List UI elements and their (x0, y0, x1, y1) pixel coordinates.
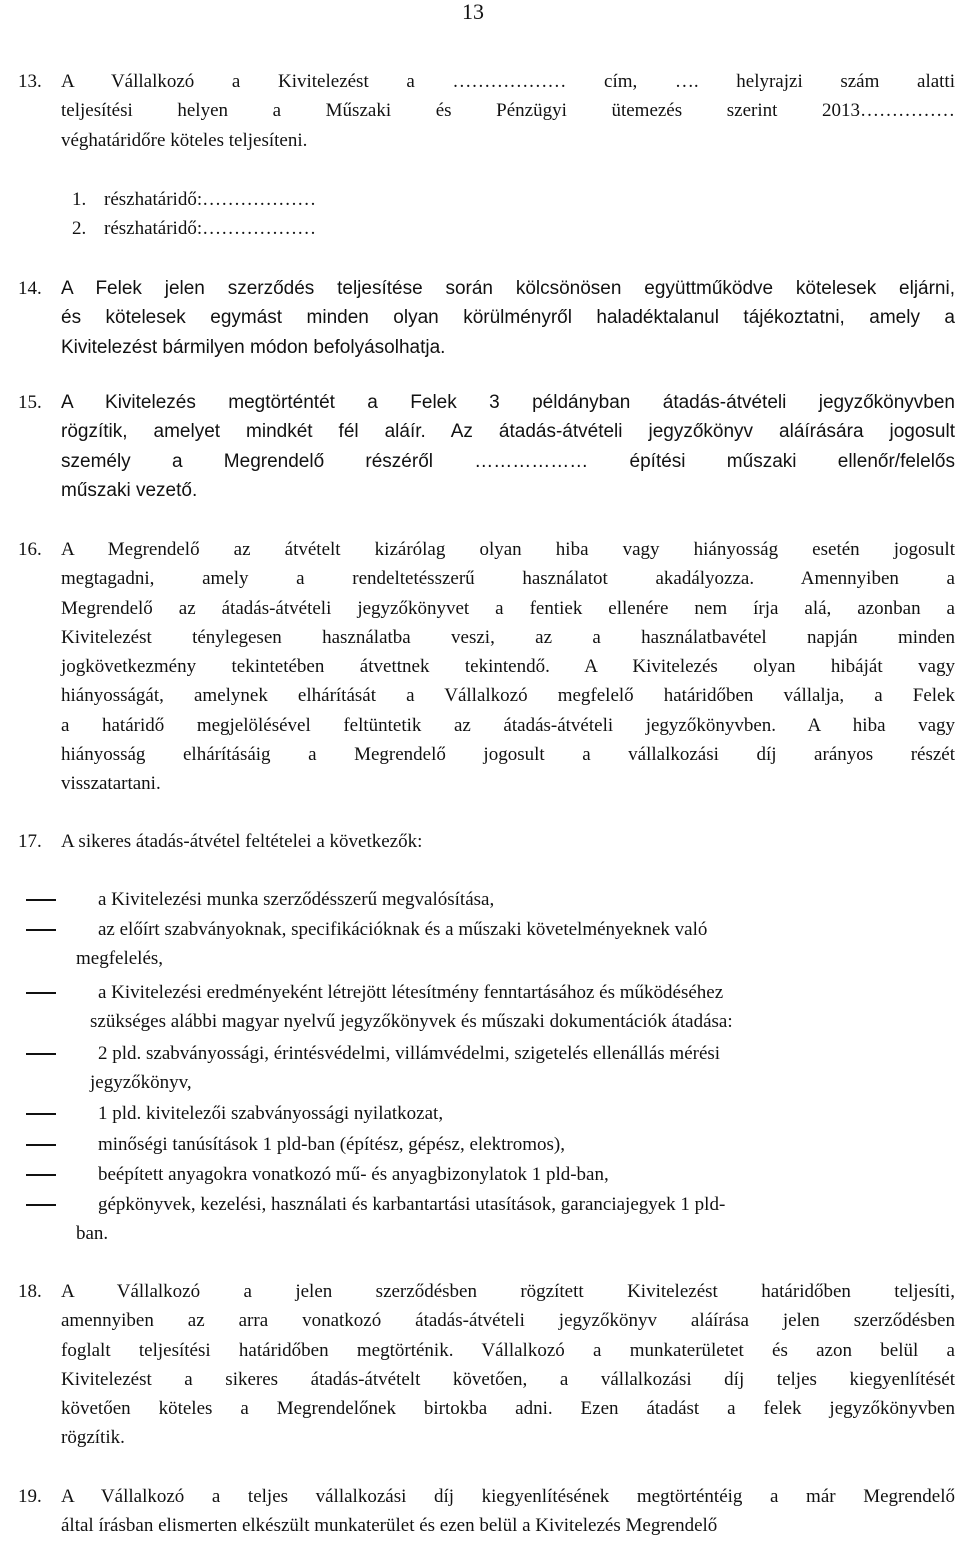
list-item (18, 1039, 955, 1098)
section-number: 19. (18, 1486, 42, 1507)
text-line: A sikeres átadás-átvétel feltételei a következők: (61, 831, 423, 852)
sub-deadline (72, 185, 316, 214)
list-item (18, 885, 955, 914)
dash-bullet-icon (26, 1174, 56, 1176)
section-19 (18, 1482, 955, 1541)
sub-deadline-text: részhatáridő:……………… (104, 218, 317, 239)
section-number: 13. (18, 71, 42, 92)
dash-bullet-icon (26, 1144, 56, 1146)
text-line: Megrendelő az átadás-átvételi jegyzőkönyvet a fentiek ellenére nem írja alá, azonban a (61, 597, 955, 619)
section-14 (18, 274, 955, 362)
section-text (61, 1277, 955, 1453)
text-line: követően köteles a Megrendelőnek birtokba adni. Ezen átadást a felek jegyzőkönyvben (61, 1398, 955, 1420)
section-text (61, 274, 955, 362)
sub-deadline (72, 214, 316, 243)
section-text (61, 67, 955, 155)
list-item-text: az előírt szabványoknak, specifikációknak és a műszaki követelményeknek való (98, 919, 708, 940)
list-item-text: szükséges alábbi magyar nyelvű jegyzőkönyvek és műszaki dokumentációk átadása: (90, 1011, 733, 1033)
list-item-text: 1 pld. kivitelezői szabványossági nyilatkozat, (98, 1103, 444, 1124)
section-number: 14. (18, 278, 42, 299)
dash-bullet-icon (26, 1053, 56, 1055)
list-item (18, 1160, 955, 1189)
text-line: Kivitelezést a sikeres átadás-átvételt követően, a vállalkozási díj teljes kiegyenlítését (61, 1368, 955, 1390)
section-number: 16. (18, 539, 42, 560)
section-text (61, 827, 955, 856)
list-item-text: megfelelés, (76, 948, 164, 970)
text-line: Kivitelezést ténylegesen használatba veszi, az a használatbavétel napján minden (61, 626, 955, 648)
dash-bullet-icon (26, 929, 56, 931)
text-line: a határidő megjelölésével feltüntetik az átadás-átvételi jegyzőkönyvben. A hiba vagy (61, 714, 955, 736)
list-item-text: minőségi tanúsítások 1 pld-ban (építész, gépész, elektromos), (98, 1134, 565, 1155)
text-line: A Felek jelen szerződés teljesítése során kölcsönösen együttműködve kötelesek eljárni, (61, 278, 955, 299)
text-line: A Vállalkozó a teljes vállalkozási díj kiegyenlítésének megtörténtéig a már Megrendelő (61, 1486, 955, 1507)
list-item (18, 1099, 955, 1128)
text-line: személy a Megrendelő részéről ……………… építési műszaki ellenőr/felelős (61, 450, 955, 472)
text-line: rögzítik, amelyet mindkét fél aláír. Az átadás-átvételi jegyzőkönyv aláírására jogosult (61, 421, 955, 443)
text-line: A Vállalkozó a jelen szerződésben rögzített Kivitelezést határidőben teljesíti, (61, 1281, 955, 1302)
text-line: amennyiben az arra vonatkozó átadás-átvételi jegyzőkönyv aláírása jelen szerződésben (61, 1310, 955, 1332)
section-number: 18. (18, 1281, 42, 1302)
section-13 (18, 67, 955, 155)
text-line: rögzítik. (61, 1427, 125, 1449)
section-text (61, 535, 955, 799)
text-line: hiányosság elhárításáig a Megrendelő jogosult a vállalkozási díj arányos részét (61, 744, 955, 766)
text-line: hiányosságát, amelynek elhárítását a Vállalkozó megfelelő határidőben vállalja, a Felek (61, 685, 955, 707)
section-text (61, 388, 955, 505)
text-line: visszatartani. (61, 773, 161, 795)
section-number: 17. (18, 831, 42, 852)
text-line: Kivitelezést bármilyen módon befolyásolhatja. (61, 336, 446, 358)
list-item (18, 1190, 955, 1249)
section-text (61, 1482, 955, 1541)
dash-bullet-icon (26, 1113, 56, 1115)
list-item-text: beépített anyagokra vonatkozó mű- és anyagbizonylatok 1 pld-ban, (98, 1164, 609, 1185)
list-item-text: a Kivitelezési eredményeként létrejött létesítmény fenntartásához és működéséhez (98, 982, 724, 1003)
list-item (18, 978, 955, 1037)
text-line: A Kivitelezés megtörténtét a Felek 3 példányban átadás-átvételi jegyzőkönyvben (61, 392, 955, 413)
text-line: megtagadni, amely a rendeltetésszerű használatot akadályozza. Amennyiben a (61, 568, 955, 590)
dash-bullet-icon (26, 992, 56, 994)
text-line: véghatáridőre köteles teljesíteni. (61, 129, 308, 151)
text-line: teljesítési helyen a Műszaki és Pénzügyi ütemezés szerint 2013…………… (61, 100, 955, 122)
page-number: 13 (462, 0, 484, 24)
dash-bullet-icon (26, 899, 56, 901)
list-item-text: a Kivitelezési munka szerződésszerű megvalósítása, (98, 889, 495, 910)
list-item-text: gépkönyvek, kezelési, használati és karbantartási utasítások, garanciajegyek 1 pld- (98, 1194, 726, 1215)
text-line: foglalt teljesítési határidőben megtörténik. Vállalkozó a munkaterületet és azon belül a (61, 1339, 955, 1361)
list-item-text: 2 pld. szabványossági, érintésvédelmi, villámvédelmi, szigetelés ellenállás mérési (98, 1043, 721, 1064)
section-18 (18, 1277, 955, 1453)
text-line: műszaki vezető. (61, 479, 198, 501)
dash-bullet-icon (26, 1204, 56, 1206)
text-line: és kötelesek egymást minden olyan körülményről haladéktalanul tájékoztatni, amely a (61, 307, 955, 329)
text-line: által írásban elismerten elkészült munkaterület és ezen belül a Kivitelezés Megrendelő (61, 1515, 718, 1537)
sub-deadline-number: 2. (72, 218, 87, 239)
sub-deadline-number: 1. (72, 189, 87, 210)
section-15 (18, 388, 955, 505)
section-number: 15. (18, 392, 42, 413)
text-line: A Megrendelő az átvételt kizárólag olyan hiba vagy hiányosság esetén jogosult (61, 539, 955, 560)
list-item-text: jegyzőkönyv, (90, 1072, 192, 1094)
section-16 (18, 535, 955, 799)
section-17 (18, 827, 955, 856)
list-item (18, 915, 955, 974)
list-item (18, 1130, 955, 1159)
sub-deadline-text: részhatáridő:……………… (104, 189, 317, 210)
text-line: A Vállalkozó a Kivitelezést a ……………… cím, …. helyrajzi szám alatti (61, 71, 955, 92)
text-line: jogkövetkezmény tekintetében átvettnek tekintendő. A Kivitelezés olyan hibáját vagy (61, 656, 955, 678)
list-item-text: ban. (76, 1223, 109, 1245)
